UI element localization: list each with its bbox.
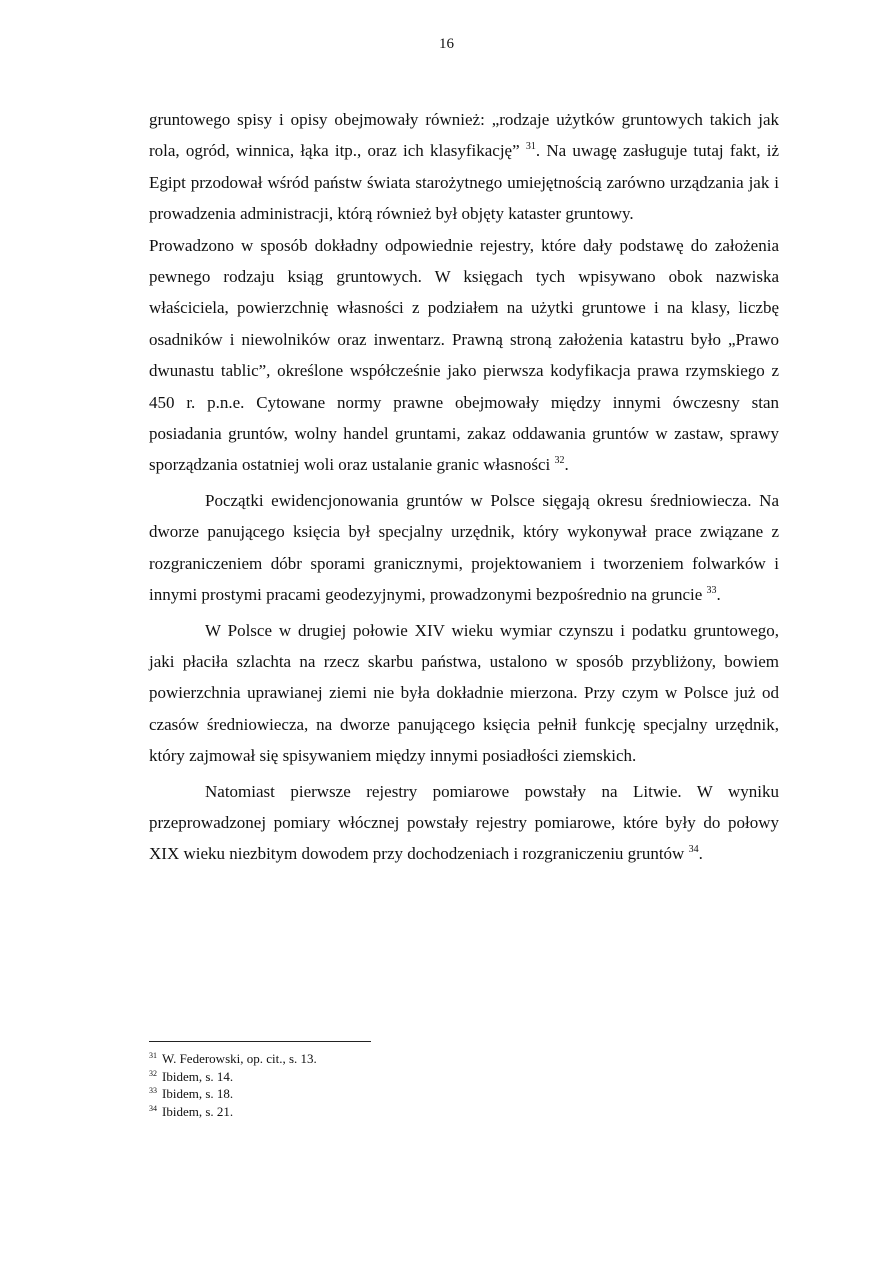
footnote-number: 34	[149, 1103, 157, 1113]
footnotes	[149, 1050, 749, 1120]
footnote-text: Ibidem, s. 21.	[162, 1103, 234, 1119]
footnote-number: 31	[149, 1051, 157, 1060]
paragraph-text: W Polsce w drugiej połowie XIV wieku wymiar czynszu i podatku gruntowego, jaki płaciła szlachta na rzecz skarbu państwa, ustalono w sposób przybliżony, bowiem powierzchnia uprawianej ziemi nie była dokładnie mierzona. Przy czym w Polsce już od czasów średniowiecza, na dworze panującego księcia pełnił funkcję specjalny urzędnik, który zajmował się spisywaniem między innymi posiadłości ziemskich.	[149, 620, 779, 766]
paragraph-text: gruntowego spisy i opisy obejmowały również: „rodzaje użytków gruntowych takich jak rola, ogród, winnica, łąka itp., oraz ich klasyfikację”	[149, 110, 779, 161]
paragraph-text: . Na uwagę zasługuje tutaj fakt, iż Egipt przodował wśród państw świata starożytnego umiejętnością zarówno urządzania jak i prowadzenia administracji, którą również był objęty kataster gruntowy.	[149, 141, 779, 224]
footnote-separator	[149, 1041, 371, 1042]
footnote-text: Ibidem, s. 18.	[162, 1086, 234, 1101]
footnote-text: W. Federowski, op. cit., s. 13.	[162, 1051, 317, 1066]
page-number: 16	[439, 36, 454, 52]
paragraph-text: Początki ewidencjonowania gruntów w Polsce sięgają okresu średniowiecza. Na dworze panującego księcia był specjalny urzędnik, który wykonywał prace związane z rozgraniczeniem dóbr sporami granicznymi, projektowaniem i tworzeniem folwarków i innymi prostymi pracami geodezyjnymi, prowadzonymi bezpośrednio na gruncie	[149, 490, 779, 605]
footnote-ref[interactable]: 32	[554, 455, 565, 467]
paragraph-text: .	[564, 455, 569, 475]
footnote-number: 33	[149, 1086, 157, 1095]
footnote-text: Ibidem, s. 14.	[162, 1068, 234, 1084]
paragraph	[149, 776, 779, 870]
paragraph	[149, 230, 779, 481]
body-text	[149, 104, 779, 870]
paragraph	[149, 104, 779, 230]
paragraph	[149, 485, 779, 611]
footnote	[149, 1068, 749, 1086]
footnote-number: 32	[149, 1068, 157, 1078]
footnote	[149, 1103, 749, 1121]
paragraph-text: .	[716, 585, 721, 605]
footnote	[149, 1050, 749, 1068]
paragraph	[149, 615, 779, 772]
paragraph-text: Prowadzono w sposób dokładny odpowiednie rejestry, które dały podstawę do założenia pewnego rodzaju ksiąg gruntowych. W księgach tych wpisywano obok nazwiska właściciela, powierzchnię własności z podziałem na użytki gruntowe i na klasy, liczbę osadników i niewolników oraz inwentarz. Prawną stroną założenia katastru było „Prawo dwunastu tablic”, określone współcześnie jako pierwsza kodyfikacja prawa rzymskiego z 450 r. p.n.e. Cytowane normy prawne obejmowały między innymi ówczesny stan posiadania gruntów, wolny handel gruntami, zakaz oddawania gruntów w zastaw, sprawy sporządzania ostatniej woli oraz ustalanie granic własności	[149, 235, 779, 475]
footnote-ref[interactable]: 34	[688, 844, 699, 856]
footnote-ref[interactable]: 33	[706, 585, 717, 597]
footnote	[149, 1085, 749, 1103]
paragraph-text: Natomiast pierwsze rejestry pomiarowe powstały na Litwie. W wyniku przeprowadzonej pomiary włócznej powstały rejestry pomiarowe, które były do połowy XIX wieku niezbitym dowodem przy dochodzeniach i rozgraniczeniu gruntów	[149, 781, 779, 864]
footnote-ref[interactable]: 31	[525, 141, 536, 153]
paragraph-text: .	[698, 844, 703, 864]
